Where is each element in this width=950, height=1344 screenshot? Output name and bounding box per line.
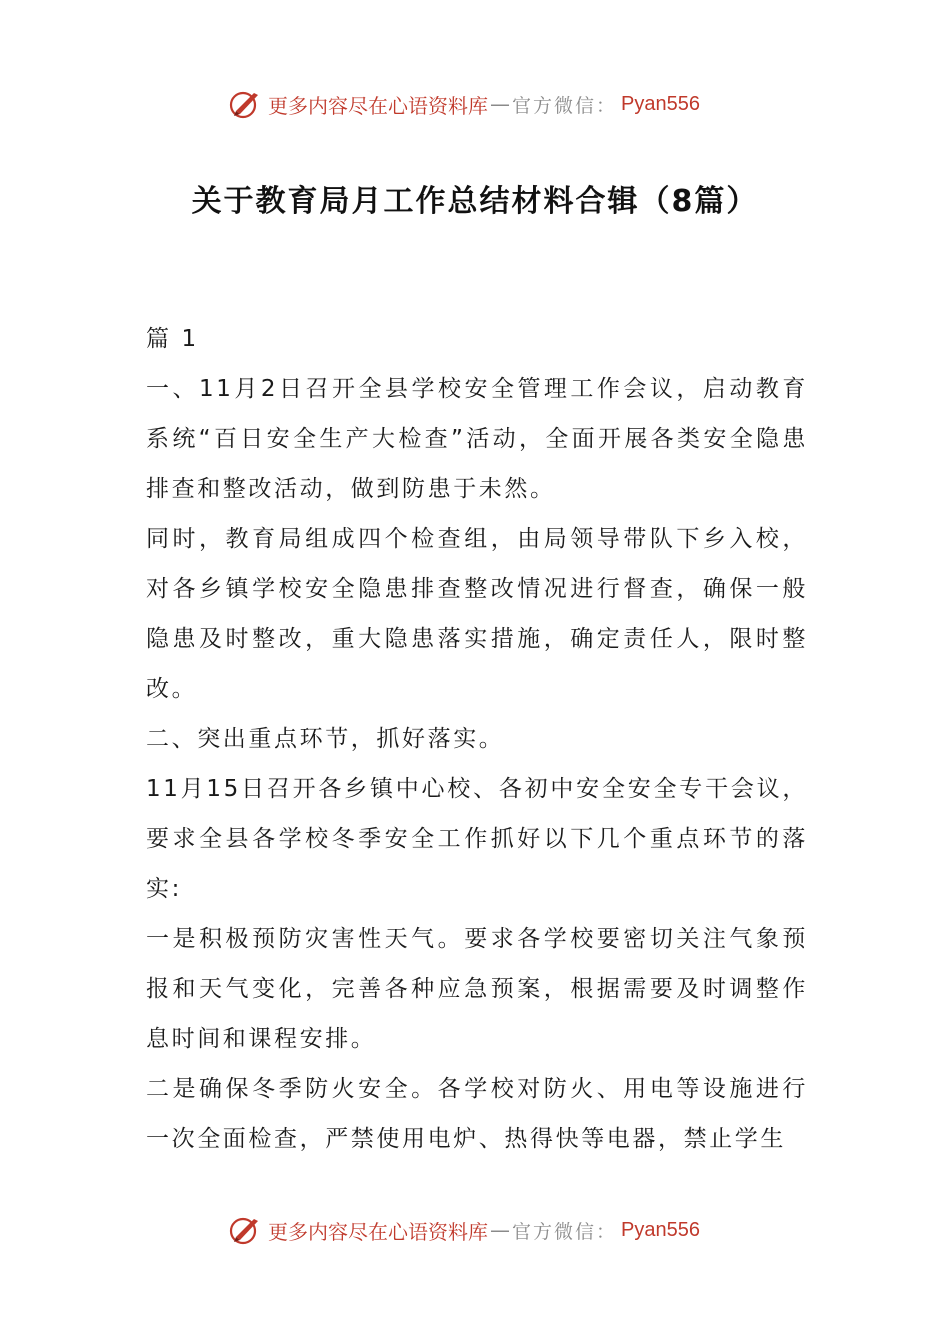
body-paragraph: 一是积极预防灾害性天气。要求各学校要密切关注气象预报和天气变化，完善各种应急预案，根据需要及时调整作息时间和课程安排。 xyxy=(146,926,808,1052)
body-paragraph: 二、突出重点环节，抓好落实。 xyxy=(146,726,505,752)
watermark-dash: — xyxy=(490,92,510,116)
watermark-official-label: 官方微信： xyxy=(512,94,618,117)
watermark-wechat-id: Pyan556 xyxy=(621,92,700,115)
document-title: 关于教育局月工作总结材料合辑（8篇） xyxy=(191,184,759,219)
watermark-dash: — xyxy=(490,1218,510,1242)
document-body xyxy=(146,314,808,1164)
watermark-brand: 更多内容尽在心语资料库 xyxy=(268,1219,488,1244)
watermark-wechat-id: Pyan556 xyxy=(621,1218,700,1241)
body-paragraph: 二是确保冬季防火安全。各学校对防火、用电等设施进行一次全面检查，严禁使用电炉、热得快等电器，禁止学生 xyxy=(146,1076,808,1152)
watermark-brand: 更多内容尽在心语资料库 xyxy=(268,93,488,118)
footer-watermark xyxy=(228,1210,748,1250)
body-paragraph: 同时，教育局组成四个检查组，由局领导带队下乡入校，对各乡镇学校安全隐患排查整改情况进行督查，确保一般隐患及时整改，重大隐患落实措施，确定责任人，限时整改。 xyxy=(146,526,808,702)
body-paragraph: 11月15日召开各乡镇中心校、各初中安全安全专干会议，要求全县各学校冬季安全工作抓好以下几个重点环节的落实: xyxy=(146,776,808,902)
body-paragraph: 一、11月2日召开全县学校安全管理工作会议，启动教育系统“百日安全生产大检查”活动，全面开展各类安全隐患排查和整改活动，做到防患于未然。 xyxy=(146,376,808,502)
pen-logo-icon xyxy=(228,87,262,121)
pen-logo-icon xyxy=(228,1213,262,1247)
watermark-official-label: 官方微信： xyxy=(512,1220,618,1243)
header-watermark xyxy=(228,84,748,124)
section-heading: 篇 1 xyxy=(146,326,199,352)
